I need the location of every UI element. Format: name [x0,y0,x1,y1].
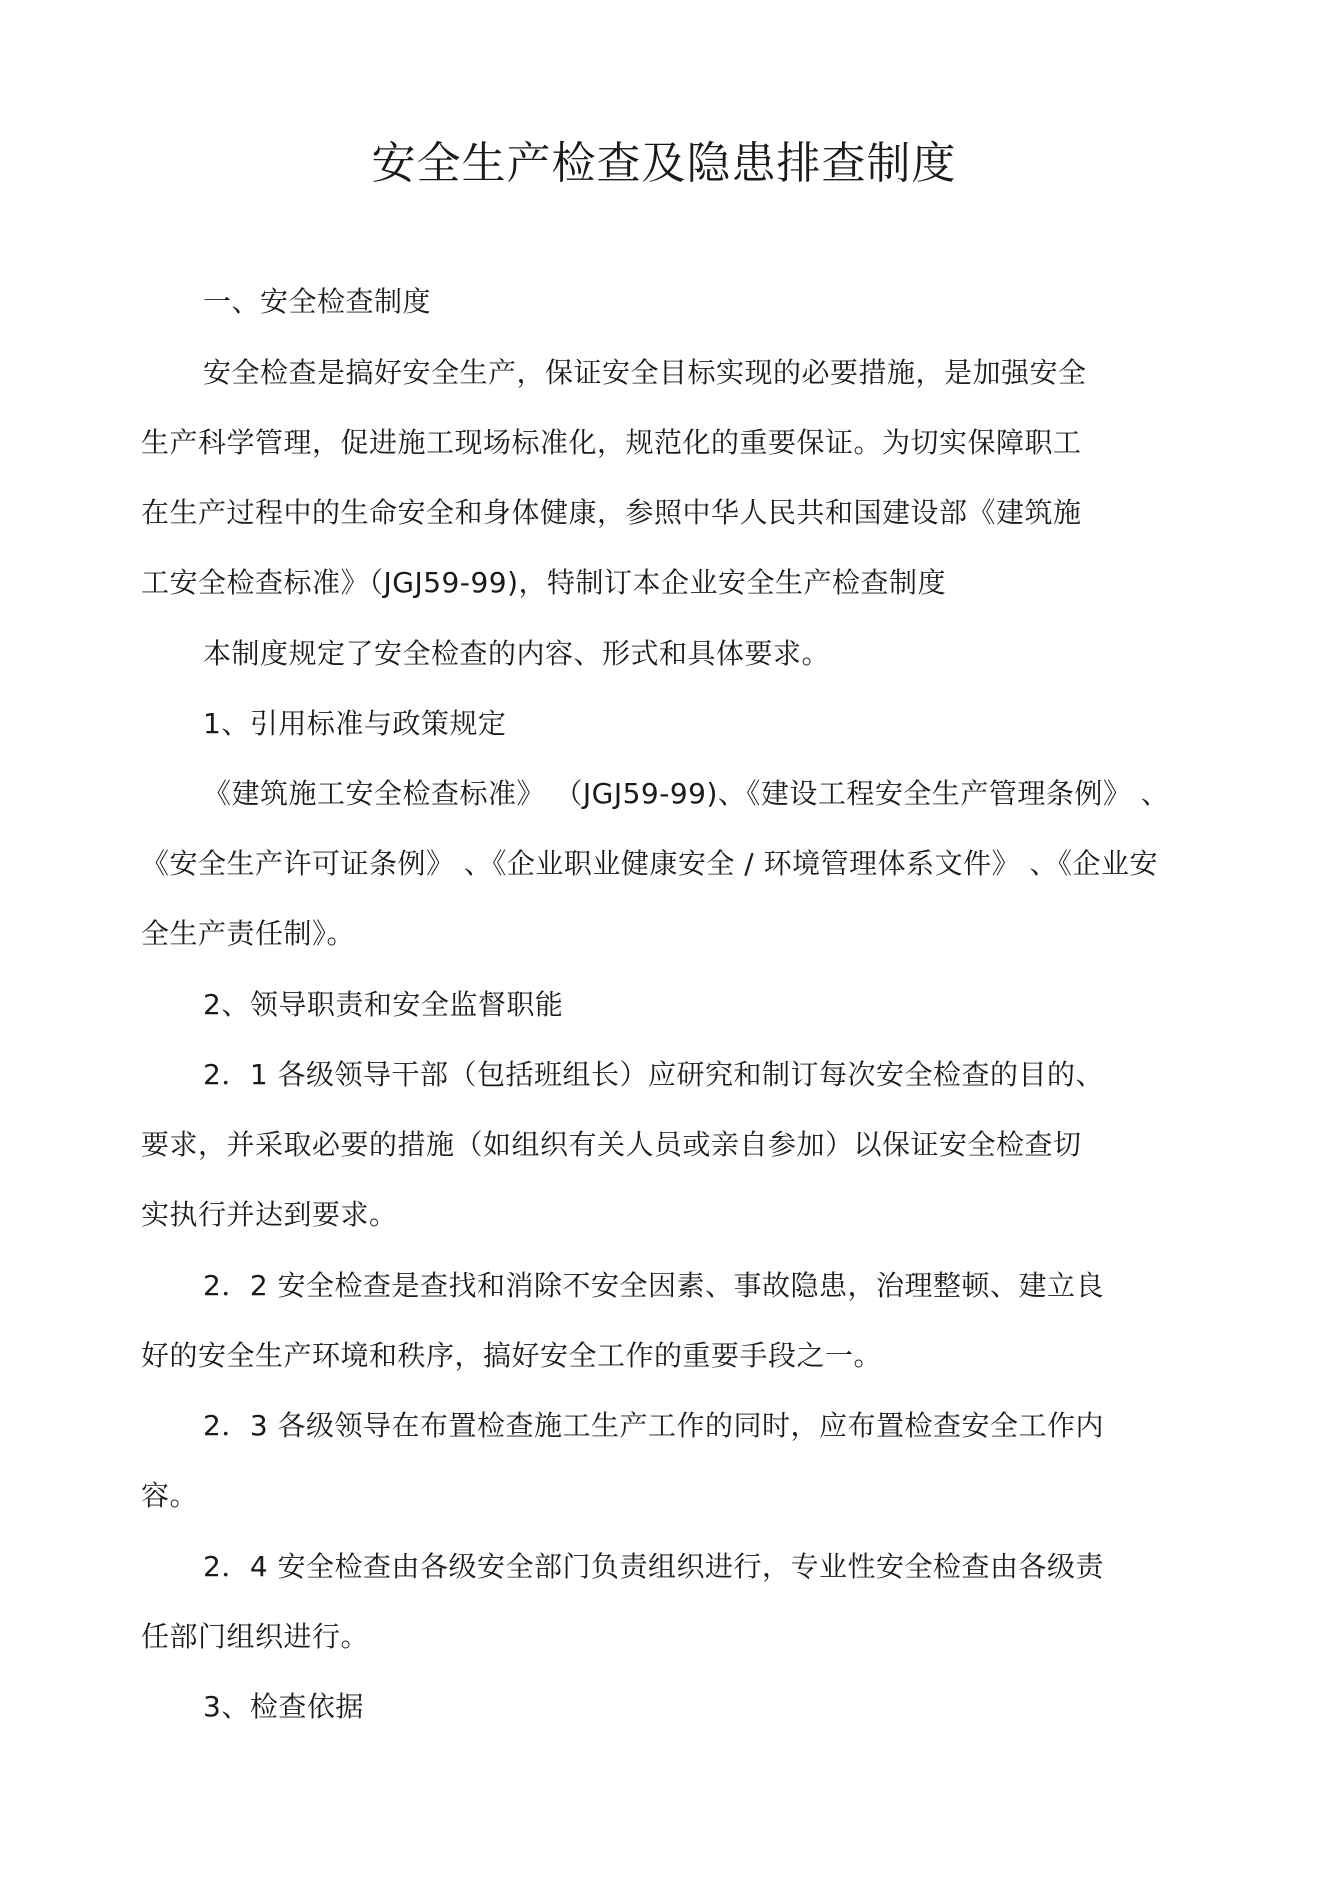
paragraph-line: 容。 [141,1479,199,1512]
paragraph-line: 2．1 各级领导干部（包括班组长）应研究和制订每次安全检查的目的、 [203,1058,1105,1091]
subsection-heading-3: 3、检查依据 [203,1690,364,1723]
paragraph-line: 工安全检查标准》（JGJ59-99)，特制订本企业安全生产检查制度 [141,566,947,599]
paragraph-line: 全生产责任制》。 [141,917,356,950]
paragraph-line: 2．3 各级领导在布置检查施工生产工作的同时，应布置检查安全工作内 [203,1409,1105,1442]
section-heading-1: 一、安全检查制度 [203,285,432,318]
paragraph-line: 《安全生产许可证条例》 、《企业职业健康安全 / 环境管理体系文件》 、《企业安 [141,847,1159,880]
paragraph-line: 生产科学管理，促进施工现场标准化，规范化的重要保证。为切实保障职工 [141,426,1082,459]
document-title: 安全生产检查及隐患排查制度 [371,138,957,189]
subsection-heading-1: 1、引用标准与政策规定 [203,707,507,740]
subsection-heading-2: 2、领导职责和安全监督职能 [203,988,564,1021]
paragraph-line: 2．4 安全检查由各级安全部门负责组织进行，专业性安全检查由各级责 [203,1550,1105,1583]
paragraph-line: 本制度规定了安全检查的内容、形式和具体要求。 [203,637,831,670]
paragraph-line: 在生产过程中的生命安全和身体健康，参照中华人民共和国建设部《建筑施 [141,496,1082,529]
paragraph-line: 好的安全生产环境和秩序，搞好安全工作的重要手段之一。 [141,1339,883,1372]
paragraph-line: 要求，并采取必要的措施（如组织有关人员或亲自参加）以保证安全检查切 [141,1128,1082,1161]
paragraph-line: 实执行并达到要求。 [141,1198,398,1231]
paragraph-line: 《建筑施工安全检查标准》 （JGJ59-99)、《建设工程安全生产管理条例》 、 [203,777,1170,810]
paragraph-line: 安全检查是搞好安全生产，保证安全目标实现的必要措施，是加强安全 [203,356,1087,389]
paragraph-line: 2．2 安全检查是查找和消除不安全因素、事故隐患，治理整顿、建立良 [203,1269,1105,1302]
paragraph-line: 任部门组织进行。 [141,1620,370,1653]
